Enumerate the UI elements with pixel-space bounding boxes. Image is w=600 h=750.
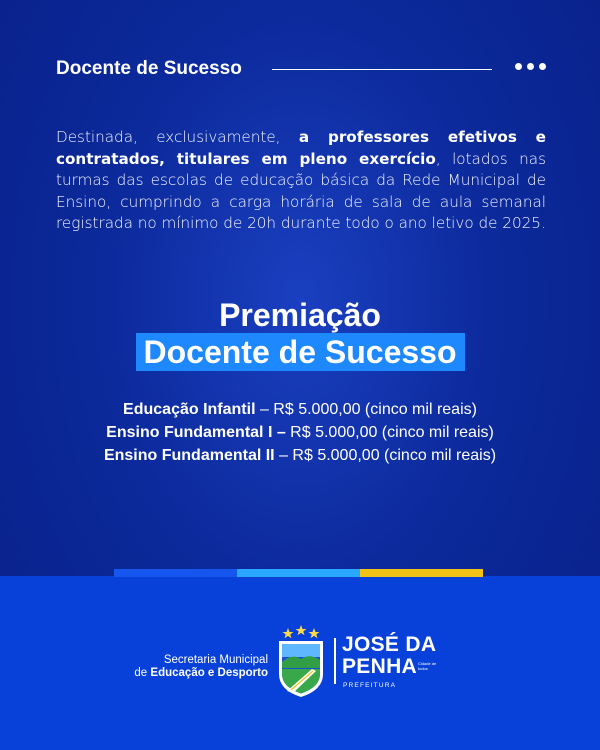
color-stripes bbox=[114, 569, 483, 577]
stripe-yellow bbox=[360, 569, 483, 577]
stripe-cyan bbox=[237, 569, 360, 577]
stripe-blue bbox=[114, 569, 237, 577]
header-title: Docente de Sucesso bbox=[56, 58, 242, 79]
award-line-fundamental-2: Ensino Fundamental II – R$ 5.000,00 (cinco mil reais) bbox=[103, 447, 497, 464]
intro-paragraph: Destinada, exclusivamente, a professores efetivos e contratados, titulares em pleno exercício, lotados nas turmas das escolas de educação básica da Rede Municipal de Ensino, cumprindo a carga horária de sala de aula semanal registrada no mínimo de 20h durante todo o ano letivo de 2025. bbox=[56, 128, 546, 233]
premiacao-subtitle: Docente de Sucesso bbox=[136, 333, 465, 371]
brand-divider bbox=[334, 638, 336, 684]
award-line-infantil: Educação Infantil – R$ 5.000,00 (cinco mil reais) bbox=[123, 401, 477, 418]
brand-tagline: Cidade de todos bbox=[418, 661, 437, 671]
intro-bold: a professores efetivos e contratados, titulares em pleno exercício bbox=[56, 128, 546, 168]
header-divider bbox=[272, 69, 492, 70]
premiacao-title: Premiação bbox=[219, 297, 381, 333]
premiacao-subtitle-wrap bbox=[0, 333, 600, 371]
brand-logo-text: JOSÉ DA PENHA Cidade de todos bbox=[342, 634, 436, 678]
prefeitura-label: PREFEITURA bbox=[343, 682, 397, 689]
award-line-fundamental-1: Ensino Fundamental I – R$ 5.000,00 (cinco mil reais) bbox=[106, 424, 494, 441]
awards-list bbox=[0, 398, 600, 467]
header bbox=[56, 57, 546, 81]
municipal-crest-icon bbox=[276, 624, 326, 698]
more-horizontal-icon[interactable] bbox=[515, 63, 546, 70]
secretaria-label: Secretaria Municipal de Educação e Desporto bbox=[134, 654, 268, 679]
